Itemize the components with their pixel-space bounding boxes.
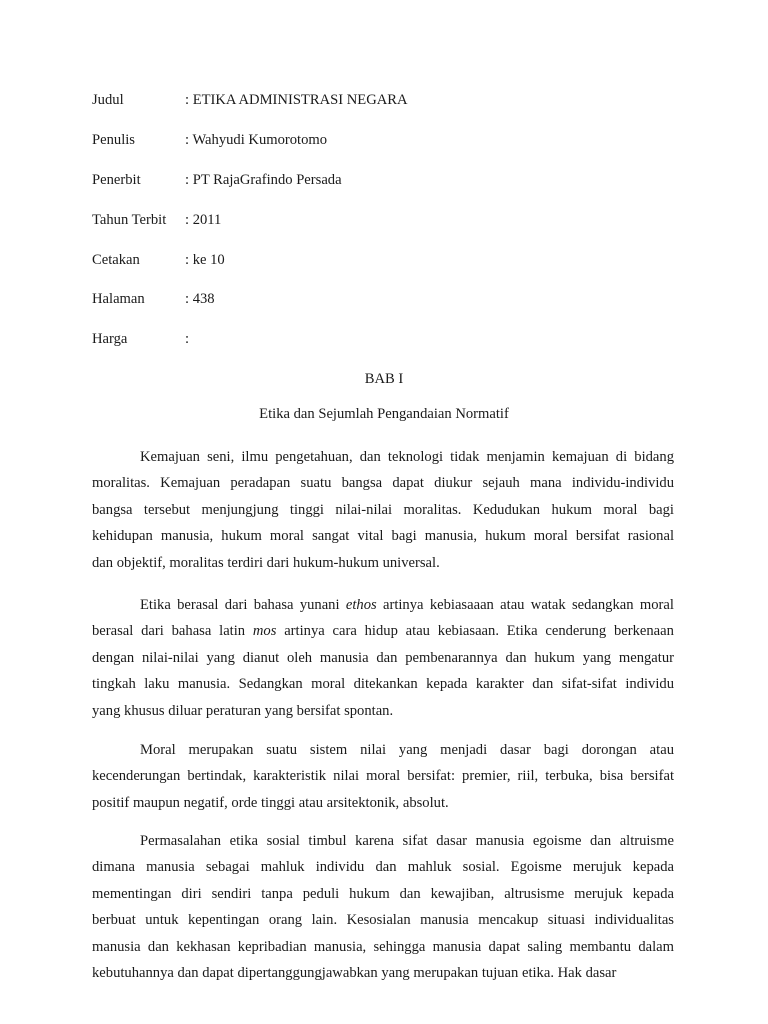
paragraph: [92, 592, 674, 724]
metadata-label: Penerbit: [92, 172, 141, 188]
paragraph: [92, 444, 674, 576]
chapter-title: Etika dan Sejumlah Pengandaian Normatif: [259, 406, 509, 422]
metadata-value: : PT RajaGrafindo Persada: [185, 172, 342, 188]
paragraph-line: Permasalahan etika sosial timbul karena sifat dasar manusia egoisme dan altruisme: [140, 833, 674, 849]
paragraph: [92, 737, 674, 816]
metadata-value: : ETIKA ADMINISTRASI NEGARA: [185, 92, 408, 108]
metadata-label: Harga: [92, 331, 128, 347]
paragraph-line: mementingan diri sendiri tanpa peduli hukum dan kewajiban, altrusisme merujuk kepada: [92, 885, 674, 902]
paragraph-line: manusia dan kekhasan kepribadian manusia, sehingga manusia dapat saling membantu dalam: [92, 938, 674, 955]
metadata-label: Judul: [92, 92, 124, 108]
metadata-value: : ke 10: [185, 252, 225, 268]
paragraph-line: bangsa tersebut menjungjung tinggi nilai-nilai moralitas. Kedudukan hukum moral bagi: [92, 501, 674, 518]
chapter-heading: BAB I: [364, 371, 404, 387]
paragraph-line: dengan nilai-nilai yang dianut oleh manusia dan pembenarannya dan hukum yang mengatur: [92, 649, 674, 666]
paragraph-line: kecenderungan bertindak, karakteristik nilai moral bersifat: premier, riil, terbuka, bisa bersifat: [92, 768, 674, 785]
paragraph-line: Etika berasal dari bahasa yunani ethos artinya kebiasaaan atau watak sedangkan moral: [140, 597, 674, 613]
paragraph-line: berasal dari bahasa latin mos artinya cara hidup atau kebiasaan. Etika cenderung berkenaan: [92, 623, 674, 640]
paragraph: [92, 828, 674, 986]
paragraph-line: berbuat untuk kepentingan orang lain. Kesosialan manusia mencakup situasi individualitas: [92, 912, 674, 929]
metadata-label: Halaman: [92, 291, 145, 307]
metadata-value: : 438: [185, 291, 215, 307]
paragraph-line: kebutuhannya dan dapat dipertanggungjawabkan yang merupakan tujuan etika. Hak dasar: [92, 964, 617, 981]
paragraph-line: kehidupan manusia, hukum moral sangat vital bagi manusia, hukum moral bersifat rasional: [92, 528, 674, 545]
metadata-label: Penulis: [92, 132, 135, 148]
paragraph-line: moralitas. Kemajuan peradapan suatu bangsa dapat diukur sejauh mana individu-individu: [92, 475, 674, 492]
paragraph-line: Kemajuan seni, ilmu pengetahuan, dan teknologi tidak menjamin kemajuan di bidang: [140, 449, 674, 465]
paragraph-line: Moral merupakan suatu sistem nilai yang menjadi dasar bagi dorongan atau: [140, 742, 674, 758]
paragraph-line: dan objektif, moralitas terdiri dari hukum-hukum universal.: [92, 554, 440, 571]
metadata-value: : Wahyudi Kumorotomo: [185, 132, 328, 148]
metadata-label: Tahun Terbit: [92, 212, 167, 228]
metadata-value: :: [185, 331, 190, 347]
paragraph-line: dimana manusia sebagai mahluk individu dan mahluk sosial. Egoisme merujuk kepada: [92, 859, 674, 876]
metadata-label: Cetakan: [92, 252, 140, 268]
paragraph-line: tingkah laku manusia. Sedangkan moral ditekankan kepada karakter dan sifat-sifat individu: [92, 676, 674, 693]
metadata-value: : 2011: [185, 212, 222, 228]
paragraph-line: positif maupun negatif, orde tinggi atau arsitektonik, absolut.: [92, 794, 449, 811]
paragraph-line: yang khusus diluar peraturan yang bersifat spontan.: [92, 702, 394, 719]
